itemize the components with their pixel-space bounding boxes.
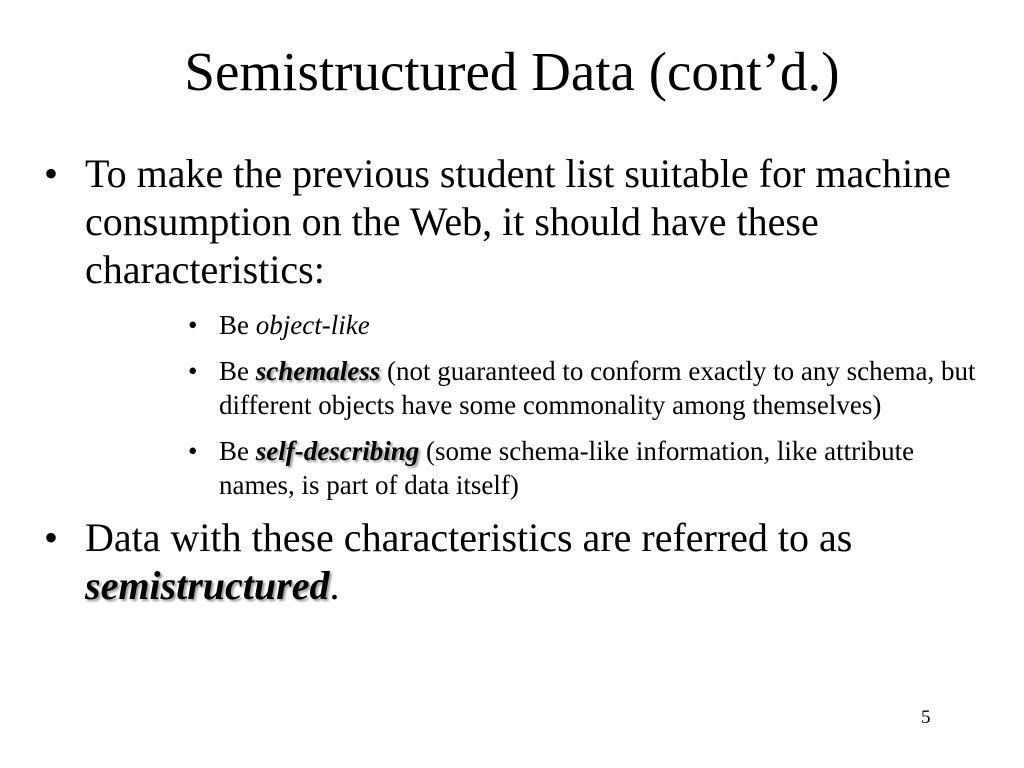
bullet-marker: • bbox=[44, 515, 59, 560]
sub-bullet-marker: • bbox=[188, 356, 198, 386]
sub-bullet-suffix: (some schema-like information, like attribute names, is part of data itself) bbox=[219, 436, 915, 500]
page-number: 5 bbox=[921, 707, 931, 728]
sub-bullet-prefix: Be bbox=[219, 436, 256, 466]
sub-bullet-suffix: (not guaranteed to conform exactly to any schema, but different objects have some commonality among themselves) bbox=[219, 356, 976, 420]
sub-bullet-marker: • bbox=[188, 436, 198, 466]
slide-title: Semistructured Data (cont’d.) bbox=[184, 41, 840, 102]
sub-bullet-schemaless bbox=[175, 354, 980, 422]
sub-bullet-object-like bbox=[175, 308, 980, 342]
bullet-item-semistructured bbox=[40, 514, 980, 610]
sub-bullet-prefix: Be bbox=[219, 356, 256, 386]
schemaless-term: schemaless bbox=[255, 356, 381, 386]
semistructured-term: semistructured bbox=[85, 563, 330, 608]
bullet-text: To make the previous student list suitable for machine consumption on the Web, it should have these characteristics: bbox=[85, 151, 951, 292]
bullet-marker: • bbox=[44, 151, 59, 196]
object-like-term: object-like bbox=[255, 310, 370, 340]
bullet-item-characteristics bbox=[40, 150, 980, 502]
sub-bullet-self-describing bbox=[175, 434, 980, 502]
bullet-prefix: Data with these characteristics are referred to as bbox=[85, 515, 853, 560]
sub-bullet-list bbox=[85, 308, 980, 502]
sub-bullet-marker: • bbox=[188, 310, 198, 340]
bullet-list bbox=[40, 150, 980, 610]
self-describing-term: self-describing bbox=[255, 436, 420, 466]
bullet-suffix: . bbox=[329, 563, 340, 608]
sub-bullet-prefix: Be bbox=[219, 310, 256, 340]
